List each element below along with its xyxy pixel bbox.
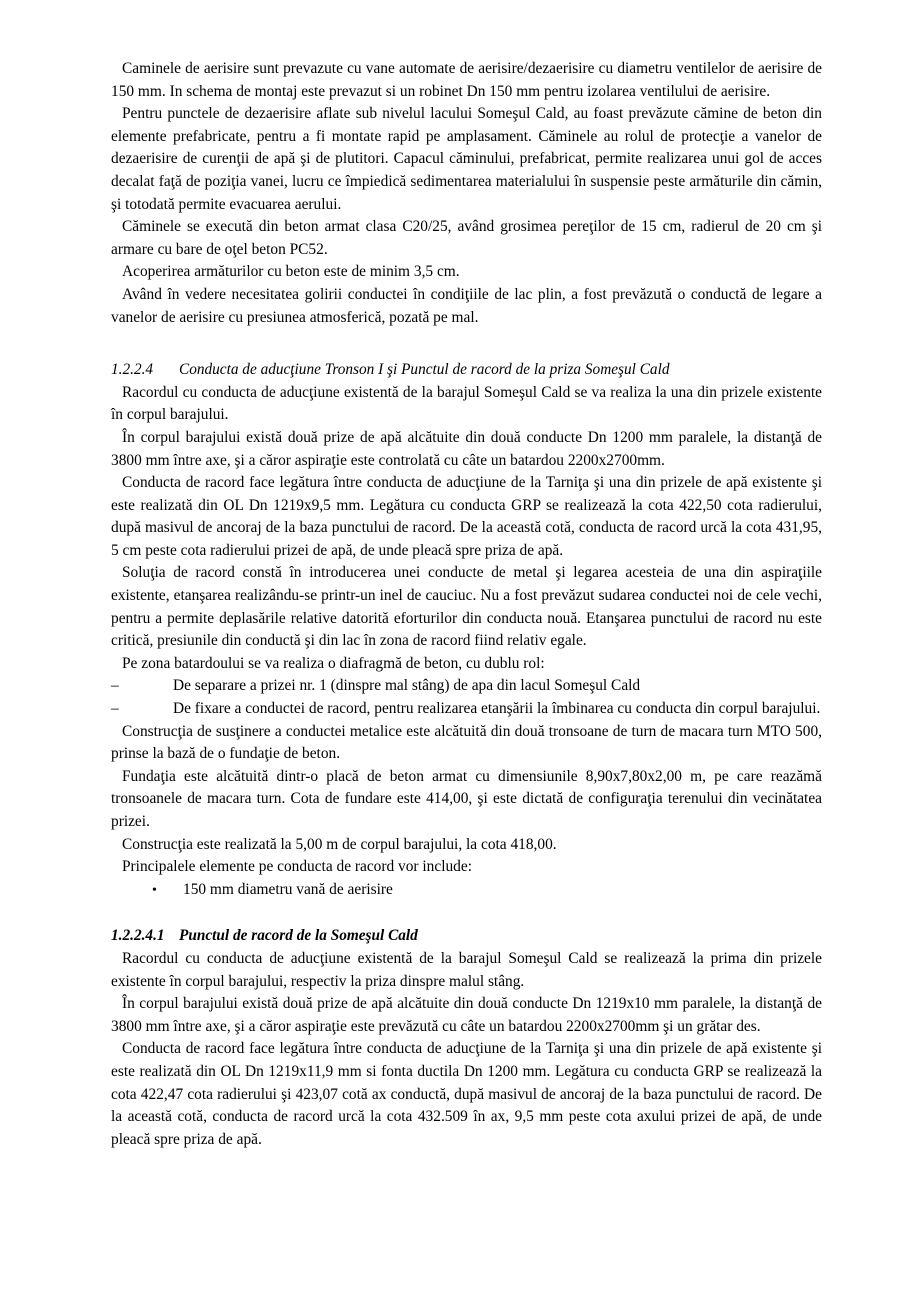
section-heading-2-title: Punctul de racord de la Someşul Cald bbox=[179, 927, 418, 945]
section-heading-1-title: Conducta de aducţiune Tronson I şi Punctul de racord de la priza Someşul Cald bbox=[179, 361, 670, 379]
section-spacer-before-heading-2 bbox=[111, 902, 822, 925]
paragraph-1: Caminele de aerisire sunt prevazute cu vane automate de aerisire/dezaerisire cu diametru ventilelor de aerisire de 150 mm. In schema de montaj este prevazut si un robinet Dn 150 mm pentru izolarea ventilului de aerisire. bbox=[111, 60, 822, 100]
dash-list-item-1 bbox=[111, 675, 822, 698]
dash-list-item-1-text: De separare a prizei nr. 1 (dinspre mal stâng) de apa din lacul Someşul Cald bbox=[173, 677, 641, 695]
paragraph-2: Pentru punctele de dezaerisire aflate sub nivelul lacului Someşul Cald, au foast prevăzute cămine de beton din elemente prefabricate, pentru a fi montate rapid pe amplasament. Căminele au rolul de protecţie a vanelor de dezaerisire de curenţii de apă şi de plutitori. Capacul căminului, prefabricat, permite realizarea unui gol de acces decalat faţă de poziţia vanei, lucru ce împiedică sedimentarea materialului în suspensie peste armăturile din cămin, şi totodată permite evacuarea aerului. bbox=[111, 105, 822, 213]
section-heading-1-2-2-4 bbox=[111, 359, 822, 382]
paragraph-4: Acoperirea armăturilor cu beton este de minim 3,5 cm. bbox=[122, 263, 460, 281]
paragraph-7: În corpul barajului există două prize de apă alcătuite din două conducte Dn 1200 mm paralele, la distanţă de 3800 mm între axe, şi a căror aspiraţie este controlată cu câte un batardou 2200x2700mm. bbox=[111, 428, 822, 469]
bullet-list-item-1-text: 150 mm diametru vană de aerisire bbox=[183, 880, 393, 898]
paragraph-11: Construcţia de susţinere a conductei metalice este alcătuită din două tronsoane de turn de macara turn MTO 500, prinse la bază de o fundaţie de beton. bbox=[111, 722, 822, 763]
dash-list-item-2 bbox=[111, 698, 822, 721]
paragraph-10: Pe zona batardoului se va realiza o diafragmă de beton, cu dublu rol: bbox=[122, 654, 545, 672]
paragraph-13: Construcţia este realizată la 5,00 m de corpul barajului, la cota 418,00. bbox=[122, 835, 557, 853]
paragraph-17: Conducta de racord face legătura între conducta de aducţiune de la Tarniţa şi una din prizele de apă existente şi este realizată din OL Dn 1219x11,9 mm si fonta ductila Dn 1200 mm. Legătura cu conducta GRP se realizează la cota 422,47 cota radierului şi 423,07 cotă ax conductă, după masivul de ancoraj de la baza punctului de racord. De la această cotă, conducta de racord urcă la cota 432.509 în ax, 9,5 mm peste cota axului prizei de apă, de unde pleacă spre priza de apă. bbox=[111, 1040, 822, 1148]
paragraph-3: Căminele se execută din beton armat clasa C20/25, având grosimea pereţilor de 15 cm, radierul de 20 cm şi armare cu bare de oţel beton PC52. bbox=[111, 218, 822, 258]
section-spacer-before-heading-1 bbox=[111, 329, 822, 359]
paragraph-16: În corpul barajului există două prize de apă alcătuite din două conducte Dn 1219x10 mm paralele, la distanţă de 3800 mm între axe, şi a căror aspiraţie este prevăzută cu câte un batardou 2200x2700mm şi un grătar des. bbox=[111, 995, 822, 1035]
paragraph-15: Racordul cu conducta de aducţiune existentă de la barajul Someşul Cald se realizează la prima din prizele existente în corpul barajului, respectiv la priza dinspre malul stâng. bbox=[111, 949, 822, 990]
section-heading-2-number: 1.2.2.4.1 bbox=[111, 927, 165, 945]
section-heading-1-2-2-4-1 bbox=[111, 925, 822, 948]
bullet-marker-icon: • bbox=[152, 882, 157, 898]
paragraph-14: Principalele elemente pe conducta de racord vor include: bbox=[122, 858, 472, 876]
dash-marker-icon: – bbox=[111, 677, 119, 695]
paragraph-5: Având în vedere necesitatea golirii conductei în condiţiile de lac plin, a fost prevăzută o conductă de legare a vanelor de aerisire cu presiunea atmosferică, pozată pe mal. bbox=[111, 285, 822, 326]
paragraph-6: Racordul cu conducta de aducţiune existentă de la barajul Someşul Cald se va realiza la una din prizele existente în corpul barajului. bbox=[111, 383, 822, 424]
dash-marker-icon: – bbox=[111, 700, 119, 718]
paragraph-12: Fundaţia este alcătuită dintr-o placă de beton armat cu dimensiunile 8,90x7,80x2,00 m, pe care reazămă tronsoanele de macara turn. Cota de fundare este 414,00, şi este dictată de configuraţia terenului din vecinătatea prizei. bbox=[111, 767, 822, 830]
section-heading-1-number: 1.2.2.4 bbox=[111, 361, 154, 379]
dash-list-item-2-text: De fixare a conductei de racord, pentru realizarea etanşării la îmbinarea cu conducta din corpul barajului. bbox=[173, 700, 821, 718]
paragraph-9: Soluţia de racord constă în introducerea unei conducte de metal şi legarea acesteia de una din aspiraţiile existente, etanşarea realizându-se printr-un inel de cauciuc. Nu a fost prevăzut sudarea conductei noi de cele vechi, pentru a permite deplasările relative datorită eforturilor din conducta nouă. Etanşarea punctului de racord nu este critică, presiunile din conductă şi din lac în zona de racord fiind relativ egale. bbox=[111, 564, 822, 650]
paragraph-8: Conducta de racord face legătura între conducta de aducţiune de la Tarniţa şi una din prizele de apă existente şi este realizată din OL Dn 1219x9,5 mm. Legătura cu conducta GRP se realizează la cota 422,50 cota radierului, după masivul de ancoraj de la baza punctului de racord. De la această cotă, conducta de racord urcă la cota 431,95, 5 cm peste cota radierului prizei de apă, de unde pleacă spre priza de apă. bbox=[111, 474, 822, 559]
bullet-list-item-1 bbox=[111, 879, 822, 903]
